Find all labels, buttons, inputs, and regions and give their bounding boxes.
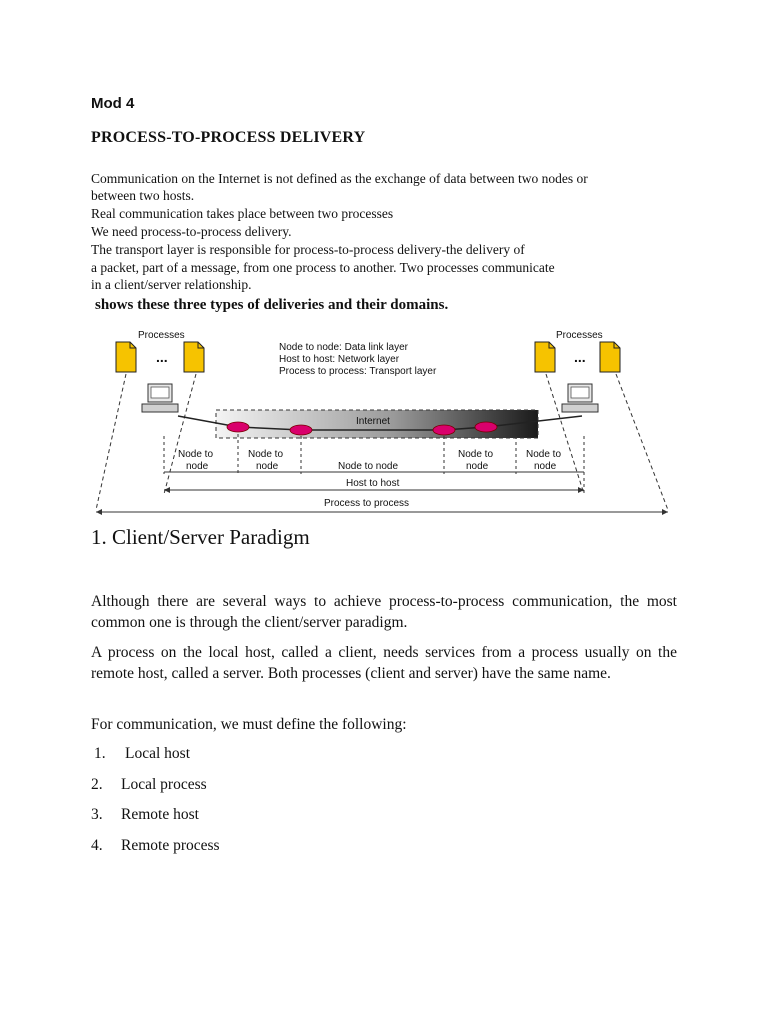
left-ellipsis: ... xyxy=(156,349,168,365)
list-text: Remote process xyxy=(121,837,220,854)
section-paragraph: Although there are several ways to achieve process-to-process communication, the most common one is through the client/server paradigm. xyxy=(91,593,677,631)
segment-4-line2: node xyxy=(466,461,489,472)
section-paragraph: A process on the local host, called a client, needs services from a process usually on the remote host, called a server. Both processes (client and server) have the same name. xyxy=(91,644,677,682)
list-number: 2. xyxy=(91,776,103,793)
list-number: 4. xyxy=(91,837,103,854)
remote-computer-icon xyxy=(562,384,598,412)
list-item xyxy=(91,776,207,794)
router-icon xyxy=(290,425,312,435)
delivery-diagram xyxy=(88,324,678,522)
intro-line: The transport layer is responsible for process-to-process delivery-the delivery of xyxy=(91,242,525,257)
section-paragraph: For communication, we must define the following: xyxy=(91,716,407,733)
router-icon xyxy=(227,422,249,432)
segment-5-line1: Node to xyxy=(526,449,562,460)
segment-2-line1: Node to xyxy=(248,449,284,460)
section-heading: 1. Client/Server Paradigm xyxy=(91,525,310,549)
internet-label: Internet xyxy=(356,416,390,427)
figure-caption: shows these three types of deliveries and their domains. xyxy=(95,297,449,313)
router-icon xyxy=(475,422,497,432)
list-number: 3. xyxy=(91,806,103,823)
right-processes-label: Processes xyxy=(556,330,603,341)
process-to-process-label: Process to process xyxy=(324,498,410,509)
legend-process-to-process: Process to process: Transport layer xyxy=(279,366,437,377)
segment-1-line1: Node to xyxy=(178,449,214,460)
right-folder-icon xyxy=(535,342,555,372)
segment-1-line2: node xyxy=(186,461,209,472)
left-folder-icon xyxy=(116,342,136,372)
list-text: Remote host xyxy=(121,806,199,823)
router-icon xyxy=(433,425,455,435)
right-ellipsis: ... xyxy=(574,349,586,365)
intro-line: We need process-to-process delivery. xyxy=(91,224,292,239)
legend-host-to-host: Host to host: Network layer xyxy=(279,354,400,365)
segment-5-line2: node xyxy=(534,461,557,472)
segment-3: Node to node xyxy=(338,461,399,472)
page-title: PROCESS-TO-PROCESS DELIVERY xyxy=(91,129,366,146)
host-to-host-label: Host to host xyxy=(346,478,400,489)
list-item xyxy=(91,745,190,763)
segment-4-line1: Node to xyxy=(458,449,494,460)
legend-node-to-node: Node to node: Data link layer xyxy=(279,342,408,353)
intro-line: Communication on the Internet is not defined as the exchange of data between two nodes or xyxy=(91,171,588,186)
local-computer-icon xyxy=(142,384,178,412)
segment-2-line2: node xyxy=(256,461,279,472)
list-item xyxy=(91,806,199,824)
list-item xyxy=(91,837,220,855)
left-folder-icon-2 xyxy=(184,342,204,372)
list-text: Local host xyxy=(125,745,190,762)
intro-line: Real communication takes place between two processes xyxy=(91,206,394,221)
left-processes-label: Processes xyxy=(138,330,185,341)
list-text: Local process xyxy=(121,776,207,793)
list-number: 1. xyxy=(94,745,106,762)
intro-line: between two hosts. xyxy=(91,188,195,203)
right-folder-icon-2 xyxy=(600,342,620,372)
intro-line: a packet, part of a message, from one process to another. Two processes communicate xyxy=(91,260,555,275)
intro-line: in a client/server relationship. xyxy=(91,277,252,292)
module-label: Mod 4 xyxy=(91,95,135,112)
